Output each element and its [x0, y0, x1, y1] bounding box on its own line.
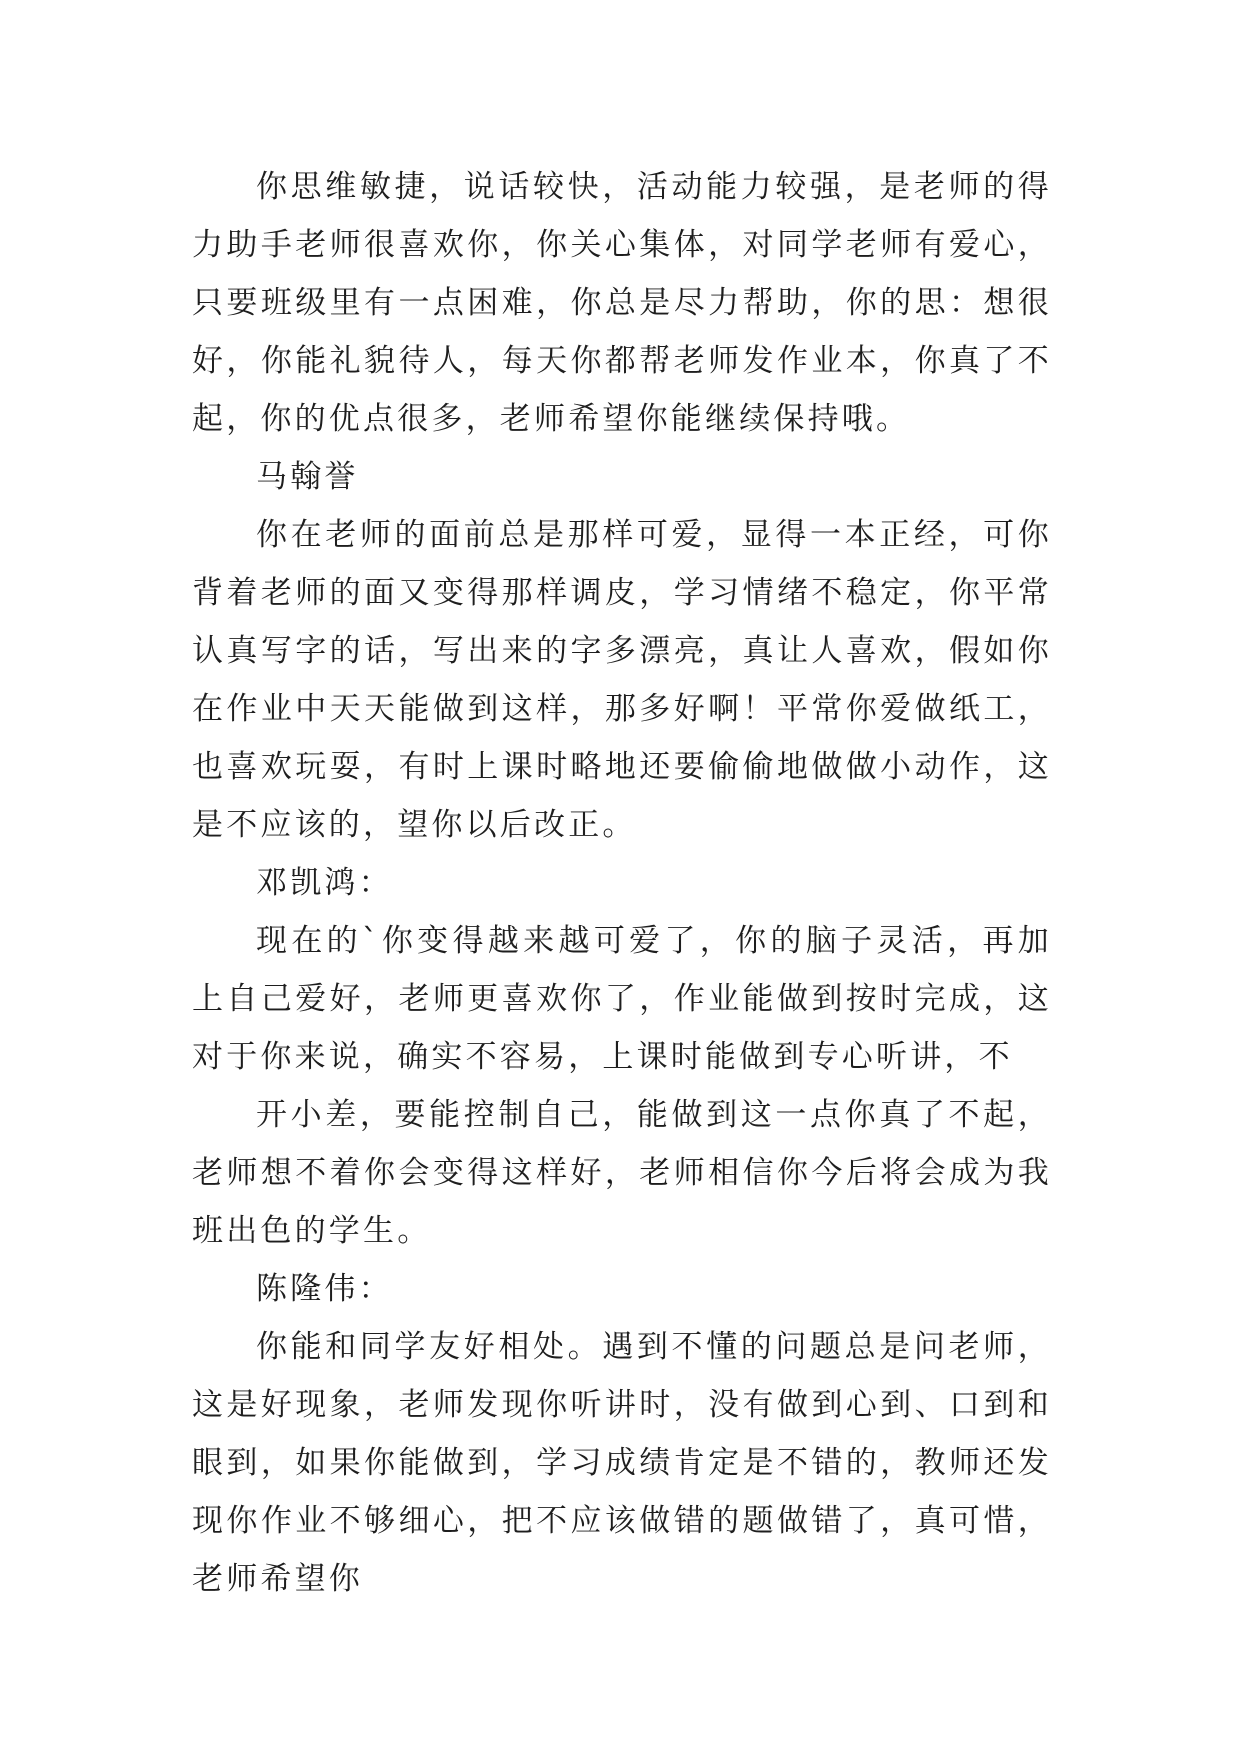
paragraph-comment-4: 你能和同学友好相处。遇到不懂的问题总是问老师，这是好现象，老师发现你听讲时，没有做到心到、口到和眼到，如果你能做到，学习成绩肯定是不错的，教师还发现你作业不够细心，把不应该做错的题做错了，真可惜，老师希望你	[192, 1329, 1052, 1597]
document-body	[192, 158, 1052, 1608]
paragraph-comment-2: 你在老师的面前总是那样可爱，显得一本正经，可你背着老师的面又变得那样调皮，学习情绪不稳定，你平常认真写字的话，写出来的字多漂亮，真让人喜欢，假如你在作业中天天能做到这样，那多好啊！平常你爱做纸工，也喜欢玩耍，有时上课时略地还要偷偷地做做小动作，这是不应该的，望你以后改正。	[192, 517, 1052, 843]
paragraph-comment-1: 你思维敏捷，说话较快，活动能力较强，是老师的得力助手老师很喜欢你，你关心集体，对同学老师有爱心，只要班级里有一点困难，你总是尽力帮助，你的思：想很好，你能礼貌待人，每天你都帮老师发作业本，你真了不起，你的优点很多，老师希望你能继续保持哦。	[192, 169, 1052, 437]
student-name-chen-longwei: 陈隆伟：	[256, 1271, 393, 1307]
student-name-ma-hanyu: 马翰誉	[256, 459, 359, 495]
paragraph-comment-3: 现在的`你变得越来越可爱了，你的脑子灵活，再加上自己爱好，老师更喜欢你了，作业能做到按时完成，这对于你来说，确实不容易，上课时能做到专心听讲，不	[192, 923, 1052, 1075]
paragraph-comment-3-continued: 开小差，要能控制自己，能做到这一点你真了不起，老师想不着你会变得这样好，老师相信你今后将会成为我班出色的学生。	[192, 1097, 1052, 1249]
student-name-deng-kaihong: 邓凯鸿：	[256, 865, 393, 901]
